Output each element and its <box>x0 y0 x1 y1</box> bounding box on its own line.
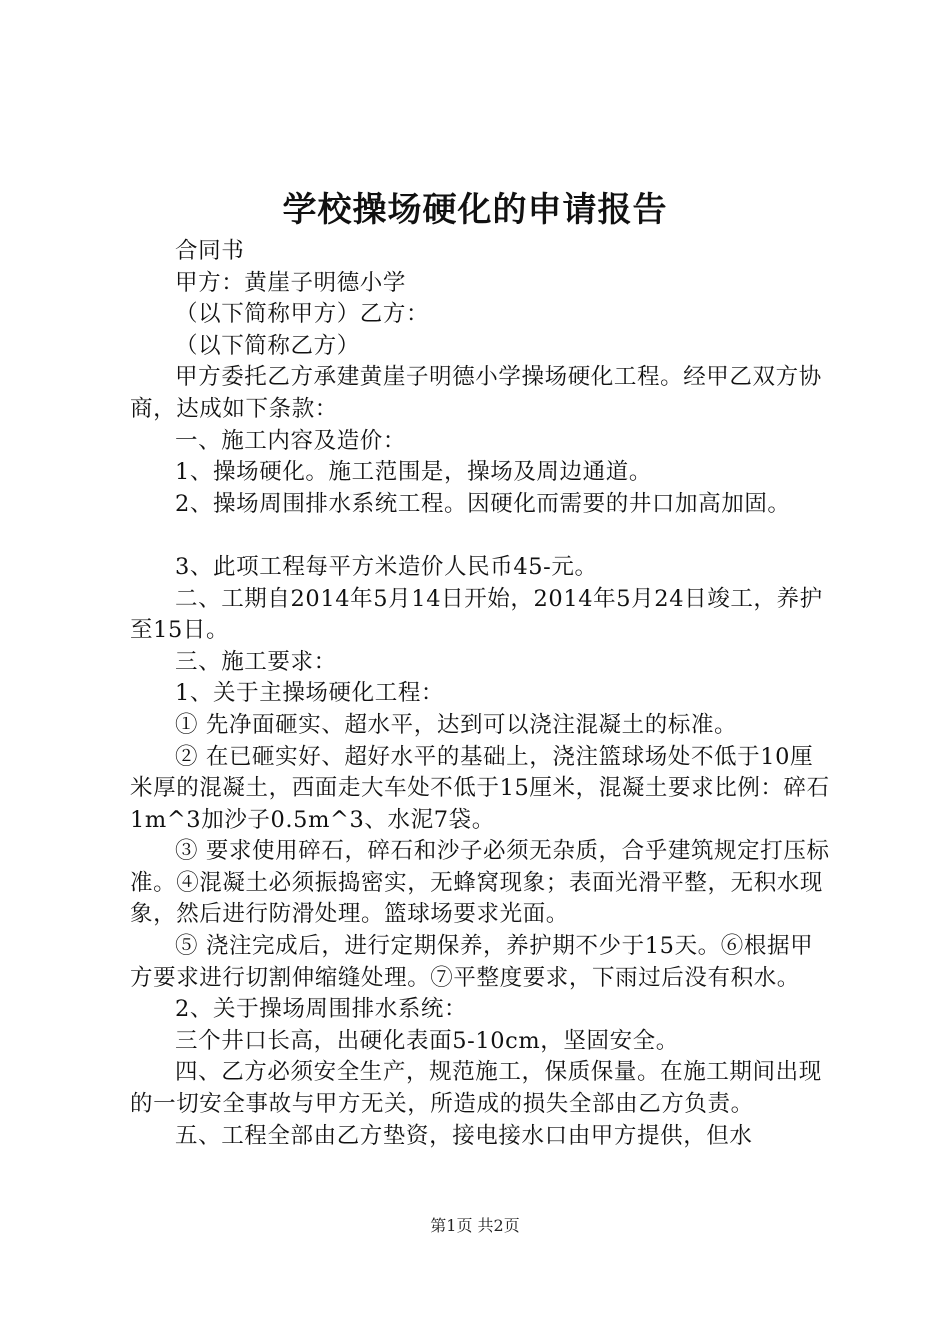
paragraph-step-1: ① 先净面砸实、超水平，达到可以浇注混凝土的标准。 <box>175 711 738 738</box>
paragraph-section-2: 二、工期自2014年5月14日开始，2014年5月24日竣工，养护至15日。 <box>130 585 823 644</box>
paragraph-contract-heading: 合同书 <box>175 238 245 264</box>
paragraph-section-3-heading: 三、施工要求： <box>175 648 337 675</box>
paragraph-section-1-heading: 一、施工内容及造价： <box>175 427 407 454</box>
paragraph-item-3: 3、此项工程每平方米造价人民币45-元。 <box>175 553 598 580</box>
paragraph-requirement-1: 1、关于主操场硬化工程： <box>175 680 445 707</box>
paragraph-intro: 甲方委托乙方承建黄崖子明德小学操场硬化工程。经甲乙双方协商，达成如下条款： <box>130 364 822 422</box>
document-title: 学校操场硬化的申请报告 <box>282 190 668 230</box>
paragraph-item-1: 1、操场硬化。施工范围是，操场及周边通道。 <box>175 459 652 486</box>
page-number-footer: 第1页 共2页 <box>430 1216 520 1235</box>
paragraph-item-2: 2、操场周围排水系统工程。因硬化而需要的井口加高加固。 <box>175 490 791 517</box>
paragraph-party-a-abbrev: （以下简称甲方）乙方： <box>175 301 430 328</box>
paragraph-section-5: 五、工程全部由乙方垫资，接电接水口由甲方提供，但水 <box>175 1122 753 1149</box>
paragraph-step-2: ② 在已砸实好、超好水平的基础上，浇注篮球场处不低于10厘米厚的混凝土，西面走大车处不低于15厘米，混凝土要求比例：碎石1m^3加沙子0.5m^3、水泥7袋。 <box>130 743 830 833</box>
paragraph-drainage: 三个井口长高，出硬化表面5-10cm，坚固安全。 <box>175 1027 679 1054</box>
paragraph-party-b-abbrev: （以下简称乙方） <box>175 332 360 359</box>
paragraph-party-a: 甲方：黄崖子明德小学 <box>175 269 407 296</box>
paragraph-gap <box>130 520 830 552</box>
document-body <box>130 236 830 1152</box>
paragraph-step-5-7: ⑤ 浇注完成后，进行定期保养，养护期不少于15天。⑥根据甲方要求进行切割伸缩缝处理。⑦平整度要求，下雨过后没有积水。 <box>130 933 814 991</box>
paragraph-section-4: 四、乙方必须安全生产，规范施工，保质保量。在施工期间出现的一切安全事故与甲方无关，所造成的损失全部由乙方负责。 <box>130 1059 822 1118</box>
paragraph-step-3-4: ③ 要求使用碎石，碎石和沙子必须无杂质，合乎建筑规定打压标准。④混凝土必须振捣密实，无蜂窝现象；表面光滑平整，无积水现象，然后进行防滑处理。篮球场要求光面。 <box>130 838 830 928</box>
paragraph-requirement-2: 2、关于操场周围排水系统： <box>175 996 468 1023</box>
